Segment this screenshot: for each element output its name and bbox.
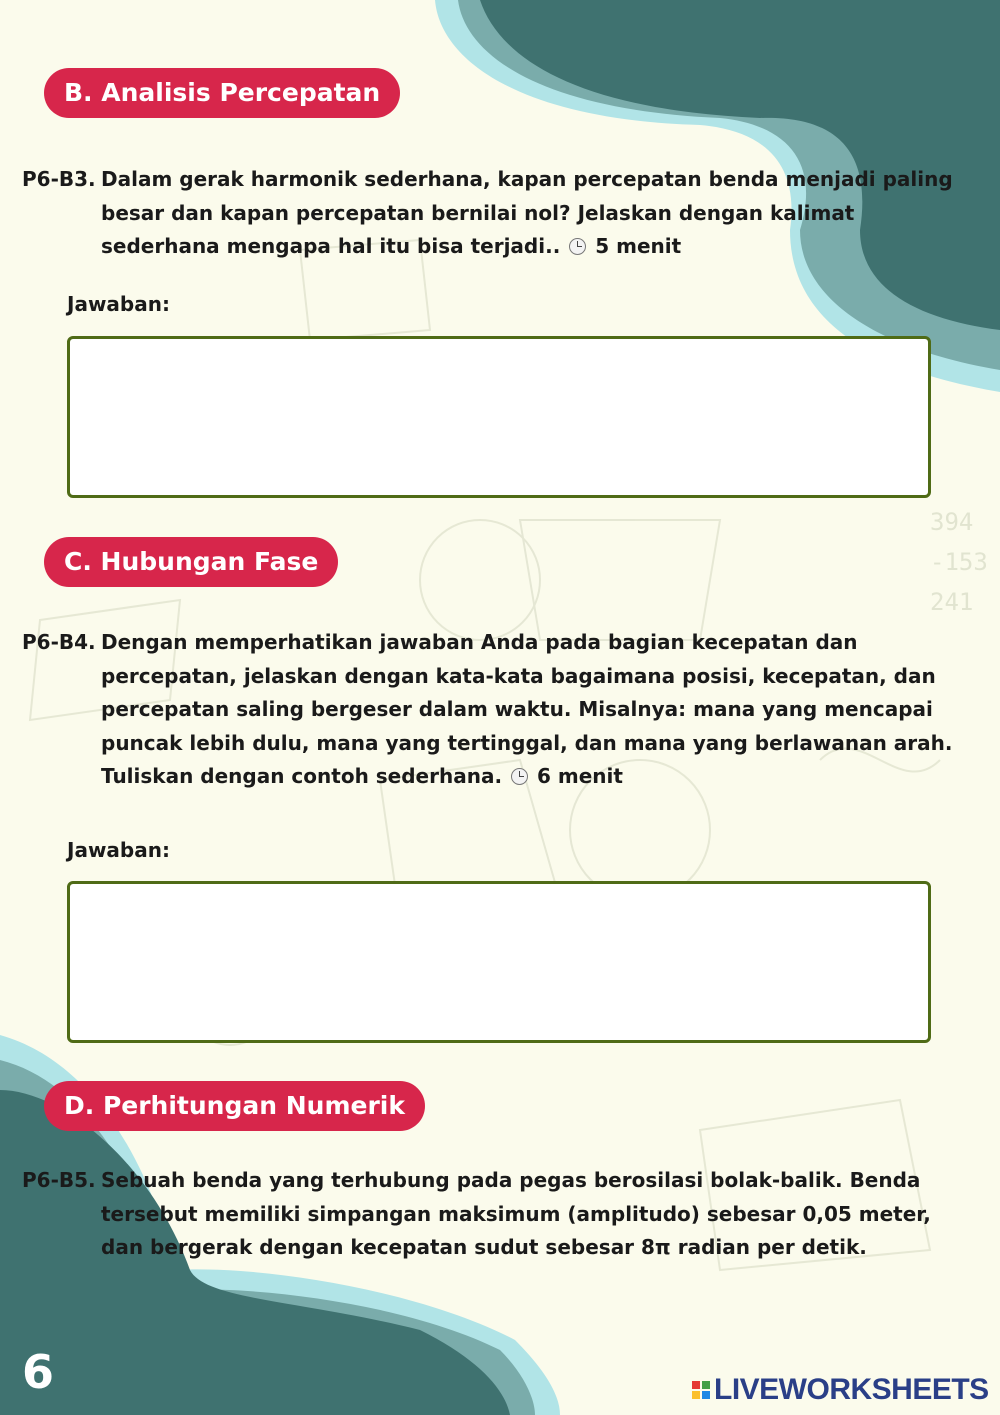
clock-icon (569, 238, 586, 255)
question-code: P6-B4. (22, 630, 96, 654)
question-p6-b4 (22, 626, 972, 794)
question-p6-b3 (22, 163, 972, 264)
question-code: P6-B3. (22, 167, 96, 191)
question-text: Sebuah benda yang terhubung pada pegas berosilasi bolak-balik. Benda tersebut memiliki simpangan maksimum (amplitudo) sebesar 0,05 meter, dan bergerak dengan kecepatan sudut sebesar 8π radian per detik. (101, 1168, 931, 1259)
svg-text:241: 241 (930, 588, 974, 616)
brand-text: LIVEWORKSHEETS (714, 1373, 989, 1406)
answer-label: Jawaban: (67, 838, 170, 862)
section-title-c: C. Hubungan Fase (44, 537, 338, 587)
clock-icon (511, 768, 528, 785)
question-p6-b5 (22, 1164, 972, 1265)
question-code: P6-B5. (22, 1168, 96, 1192)
question-text: Dengan memperhatikan jawaban Anda pada bagian kecepatan dan percepatan, jelaskan dengan kata-kata bagaimana posisi, kecepatan, dan percepatan saling bergeser dalam waktu. Misalnya: mana yang mencapai puncak lebih dulu, mana yang tertinggal, dan mana yang berlawanan arah. Tuliskan dengan contoh sederhana. (101, 630, 953, 788)
time-estimate: 5 menit (595, 234, 682, 258)
liveworksheets-brand[interactable] (692, 1373, 989, 1407)
section-title-b: B. Analisis Percepatan (44, 68, 400, 118)
liveworksheets-logo-icon (692, 1381, 710, 1399)
answer-input-p6-b3[interactable] (67, 336, 931, 498)
svg-text:-153: -153 (930, 548, 988, 576)
answer-input-p6-b4[interactable] (67, 881, 931, 1043)
section-title-d: D. Perhitungan Numerik (44, 1081, 425, 1131)
svg-text:394: 394 (930, 508, 974, 536)
page-number: 6 (22, 1345, 55, 1399)
question-text: Dalam gerak harmonik sederhana, kapan percepatan benda menjadi paling besar dan kapan percepatan bernilai nol? Jelaskan dengan kalimat sederhana mengapa hal itu bisa terjadi.. (101, 167, 953, 258)
time-estimate: 6 menit (536, 764, 623, 788)
answer-label: Jawaban: (67, 292, 170, 316)
